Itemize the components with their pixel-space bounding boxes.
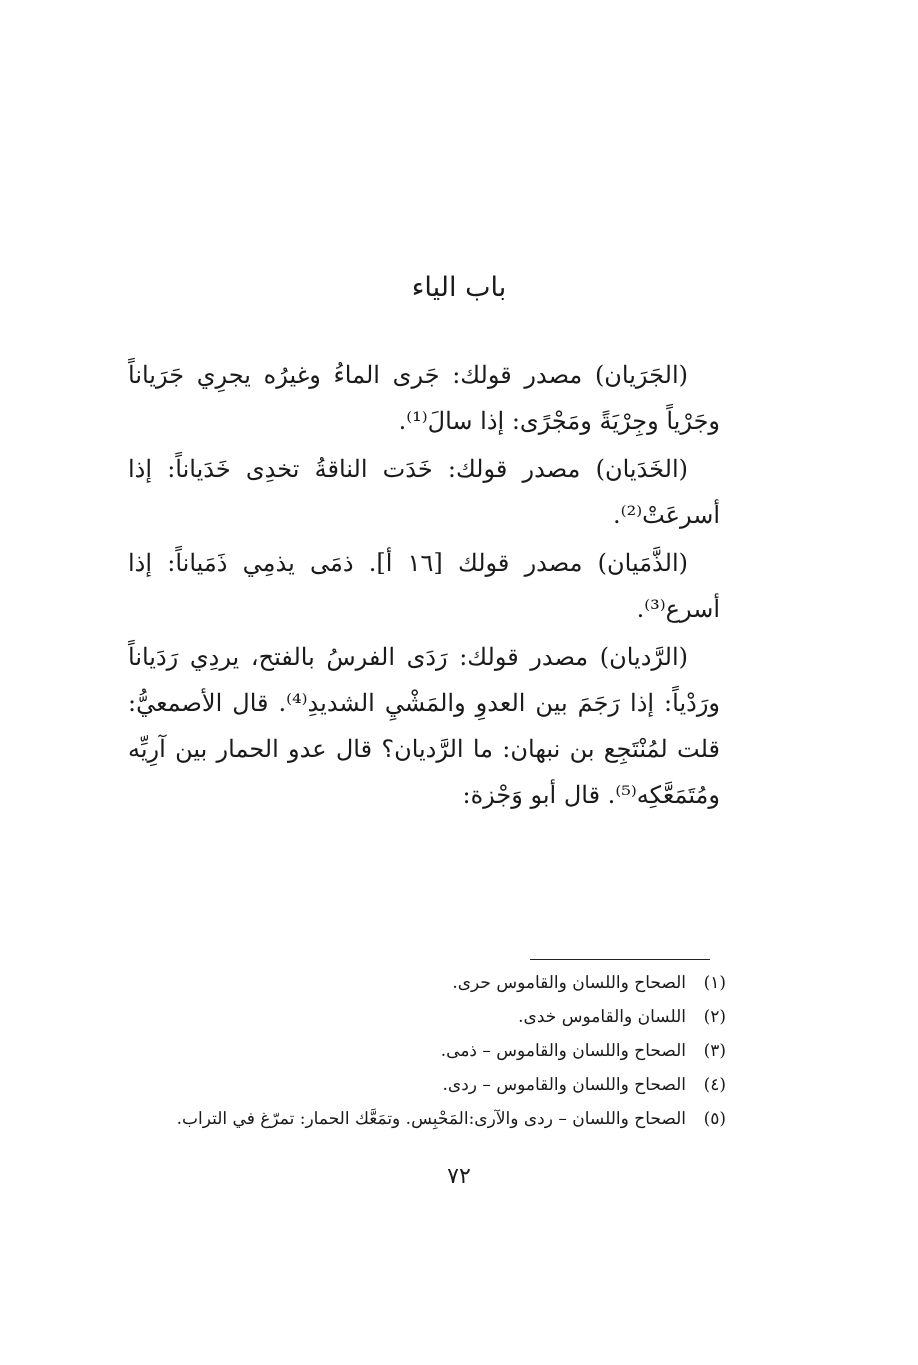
entry-dhamayan: (الذَّمَيان) مصدر قولك [١٦ أ]. ذمَى يذمِي ذَمَياناً: إذا أسرع⁽³⁾. bbox=[128, 549, 720, 623]
footnote-text: اللسان والقاموس خدى. bbox=[518, 1007, 686, 1027]
footnote-5 bbox=[120, 1102, 726, 1136]
footnote-3 bbox=[120, 1034, 726, 1068]
page-number: ٧٢ bbox=[447, 1164, 471, 1189]
footnote-number: (٥) bbox=[703, 1109, 726, 1129]
footnote-text: الصحاح واللسان والقاموس حرى. bbox=[452, 973, 686, 993]
footnotes bbox=[120, 966, 726, 1136]
footnote-number: (٤) bbox=[703, 1075, 726, 1095]
footnote-number: (١) bbox=[703, 973, 726, 993]
entry-radayan: (الرَّديان) مصدر قولك: رَدَى الفرسُ بالفتح، يردِي رَدَياناً ورَدْياً: إذا رَجَمَ بين العدوِ والمَشْيِ الشديدِ⁽⁴⁾. قال الأصمعيُّ: قلت لمُنْتَجِع بن نبهان: ما الرَّديان؟ قال عدو الحمار بين آرِيِّه ومُتَمَعَّكِه⁽⁵⁾. قال أبو وَجْزة: bbox=[128, 643, 720, 809]
footnote-divider bbox=[530, 959, 710, 960]
footnote-text: الصحاح واللسان والقاموس – ردى. bbox=[442, 1075, 686, 1095]
entry-jarayan: (الجَرَيان) مصدر قولك: جَرى الماءُ وغيرُه يجرِي جَرَياناً وجَرْياً وجِرْيَةً ومَجْرًى: إذا سالَ⁽¹⁾. bbox=[128, 361, 720, 435]
footnote-2 bbox=[120, 1000, 726, 1034]
footnote-1 bbox=[120, 966, 726, 1000]
footnote-4 bbox=[120, 1068, 726, 1102]
chapter-title: باب الياء bbox=[411, 272, 507, 303]
main-text bbox=[128, 352, 720, 820]
entry-khadayan: (الخَدَيان) مصدر قولك: خَدَت الناقةُ تخدِى خَدَياناً: إذا أسرعَتْ⁽²⁾. bbox=[128, 455, 720, 529]
footnote-text: الصحاح واللسان والقاموس – ذمى. bbox=[440, 1041, 686, 1061]
footnote-number: (٣) bbox=[703, 1041, 726, 1061]
footnote-number: (٢) bbox=[703, 1007, 726, 1027]
footnote-text: الصحاح واللسان – ردى والآرى:المَحْبِس. وتمَعَّك الحمار: تمرّغ في التراب. bbox=[176, 1109, 686, 1129]
